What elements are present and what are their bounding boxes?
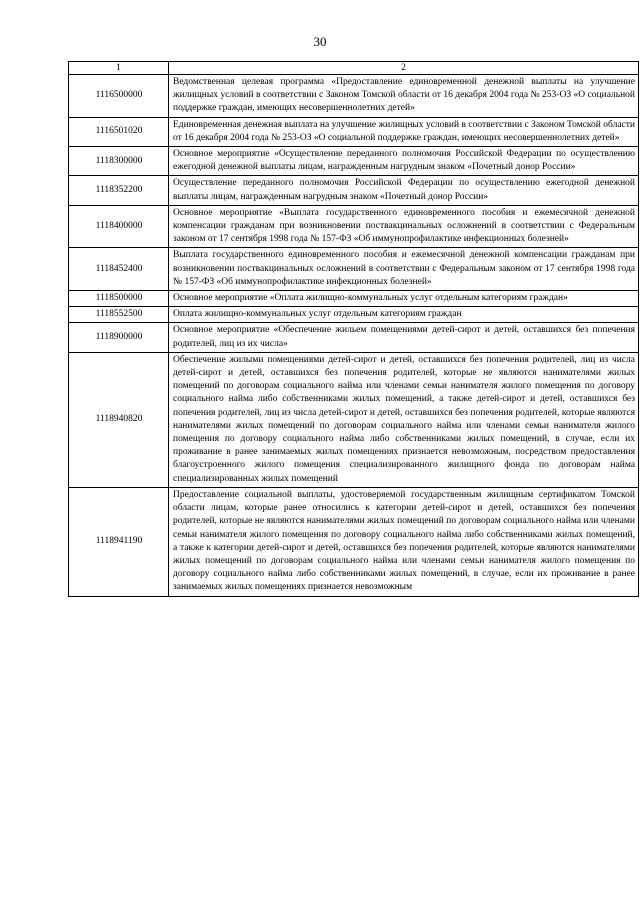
table-row bbox=[69, 248, 639, 291]
budget-codes-table bbox=[68, 61, 639, 597]
table-row bbox=[69, 291, 639, 307]
row-code: 1118900000 bbox=[69, 323, 169, 352]
row-code: 1118941190 bbox=[69, 487, 169, 596]
row-description: Основное мероприятие «Оплата жилищно-коммунальных услуг отдельным категориям граждан» bbox=[169, 291, 639, 307]
column-header-code: 1 bbox=[69, 62, 169, 75]
row-code: 1118300000 bbox=[69, 147, 169, 176]
table-row bbox=[69, 323, 639, 352]
row-description: Единовременная денежная выплата на улучшение жилищных условий в соответствии с Законом Томской области от 16 декабря 2004 года № 253-ОЗ «О социальной поддержке граждан, имеющих несовершеннолетних детей» bbox=[169, 117, 639, 146]
table-row bbox=[69, 176, 639, 205]
row-description: Основное мероприятие «Обеспечение жильем помещениями детей-сирот и детей, оставшихся без попечения родителей, лиц из их числа» bbox=[169, 323, 639, 352]
table-row bbox=[69, 307, 639, 323]
row-code: 1118552500 bbox=[69, 307, 169, 323]
row-description: Основное мероприятие «Осуществление переданного полномочия Российской Федерации по осуществлению ежегодной денежной выплаты лицам, награжденным нагрудным знаком «Почетный донор России» bbox=[169, 147, 639, 176]
table-row bbox=[69, 352, 639, 487]
table-row bbox=[69, 147, 639, 176]
row-code: 1118940820 bbox=[69, 352, 169, 487]
row-code: 1116500000 bbox=[69, 75, 169, 118]
row-description: Предоставление социальной выплаты, удостоверяемой государственным жилищным сертификатом Томской области лицам, которые ранее относились к категории детей-сирот и детей, оставшихся без попечения родителей, которые не являются нанимателями жилых помещений по договорам социального найма или членами семьи нанимателя жилого помещения по договору социального найма либо собственниками жилых помещений, а также к категории детей-сирот и детей, оставшихся без попечения родителей, которые являются нанимателями жилых помещений по договорам социального найма или членами семьи нанимателя жилого помещения по договору социального найма либо собственниками жилых помещений, в случае, если их проживание в ранее занимаемых жилых помещениях признается невозможным bbox=[169, 487, 639, 596]
table-row bbox=[69, 487, 639, 596]
row-code: 1116501020 bbox=[69, 117, 169, 146]
row-description: Обеспечение жилыми помещениями детей-сирот и детей, оставшихся без попечения родителей, лиц из числа детей-сирот и детей, оставшихся без попечения родителей, которые не являются нанимателями жилых помещений по договорам социального найма или членами семьи нанимателя жилого помещения по договору социального найма либо собственниками жилых помещений, а также детей-сирот и детей, оставшихся без попечения родителей, лиц из числа детей-сирот и детей, оставшихся без попечения родителей, которые являются нанимателями жилых помещений по договорам социального найма или членами семьи нанимателя жилого помещения по договору социального найма либо собственниками жилых помещений, в случае, если их проживание в ранее занимаемых жилых помещениях признается невозможным, посредством предоставления благоустроенного жилого помещения специализированного жилищного фонда по договорам найма специализированных жилых помещений bbox=[169, 352, 639, 487]
row-description: Выплата государственного единовременного пособия и ежемесячной денежной компенсации гражданам при возникновении поствакцинальных осложнений в соответствии с Федеральным законом от 17 сентября 1998 года № 157-ФЗ «Об иммунопрофилактике инфекционных болезней» bbox=[169, 248, 639, 291]
page-number: 30 bbox=[313, 34, 327, 49]
table-row bbox=[69, 75, 639, 118]
row-code: 1118352200 bbox=[69, 176, 169, 205]
row-code: 1118400000 bbox=[69, 205, 169, 248]
row-code: 1118500000 bbox=[69, 291, 169, 307]
row-description: Ведомственная целевая программа «Предоставление единовременной денежной выплаты на улучшение жилищных условий в соответствии с Законом Томской области от 16 декабря 2004 года № 253-ОЗ «О социальной поддержке граждан, имеющих несовершеннолетних детей» bbox=[169, 75, 639, 118]
row-description: Основное мероприятие «Выплата государственного единовременного пособия и ежемесячной денежной компенсации гражданам при возникновении поствакцинальных осложнений в соответствии с Федеральным законом от 17 сентября 1998 года № 157-ФЗ «Об иммунопрофилактике инфекционных болезней» bbox=[169, 205, 639, 248]
column-header-description: 2 bbox=[169, 62, 639, 75]
row-code: 1118452400 bbox=[69, 248, 169, 291]
table-header-row bbox=[69, 62, 639, 75]
row-description: Осуществление переданного полномочия Российской Федерации по осуществлению ежегодной денежной выплаты лицам, награжденным нагрудным знаком «Почетный донор России» bbox=[169, 176, 639, 205]
row-description: Оплата жилищно-коммунальных услуг отдельным категориям граждан bbox=[169, 307, 639, 323]
table-row bbox=[69, 205, 639, 248]
table-row bbox=[69, 117, 639, 146]
